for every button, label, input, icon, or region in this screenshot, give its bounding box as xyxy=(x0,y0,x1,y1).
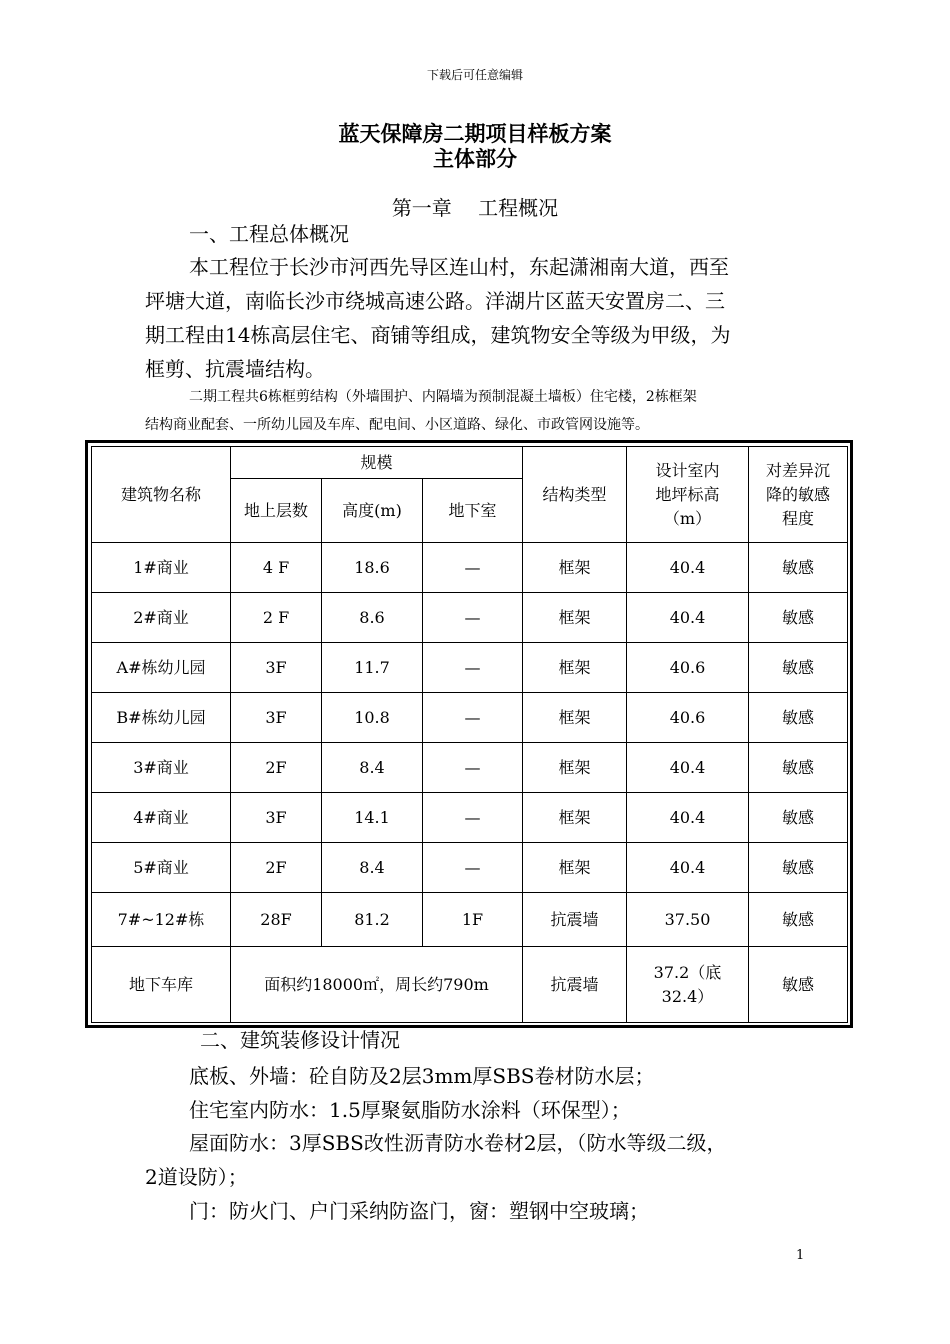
cell-basement: — xyxy=(423,843,523,893)
cell-floors: 2F xyxy=(231,843,322,893)
cell-sensitivity: 敏感 xyxy=(749,743,848,793)
cell-height: 8.4 xyxy=(322,843,423,893)
section-heading-decoration: 二、建筑装修设计情况 xyxy=(200,1028,400,1052)
header-sensitivity-line: 降的敏感 xyxy=(765,484,830,504)
paragraph-line-small: 结构商业配套、一所幼儿园及车库、配电间、小区道路、绿化、市政管网设施等。 xyxy=(145,417,649,433)
cell-name: 7#~12#栋 xyxy=(92,893,231,947)
cell-floors: 2 F xyxy=(231,593,322,643)
paragraph-line: 2道设防）； xyxy=(145,1165,248,1189)
cell-sensitivity: 敏感 xyxy=(749,843,848,893)
cell-name: A#栋幼儿园 xyxy=(92,643,231,693)
header-structure: 结构类型 xyxy=(523,447,627,543)
cell-name: 1#商业 xyxy=(92,543,231,593)
cell-height: 18.6 xyxy=(322,543,423,593)
cell-height: 14.1 xyxy=(322,793,423,843)
document-title: 蓝天保障房二期项目样板方案 xyxy=(338,122,612,146)
cell-elevation: 40.6 xyxy=(627,643,749,693)
cell-sensitivity: 敏感 xyxy=(749,893,848,947)
cell-elevation xyxy=(627,947,749,1023)
cell-structure: 框架 xyxy=(523,793,627,843)
cell-basement: — xyxy=(423,593,523,643)
cell-height: 8.4 xyxy=(322,743,423,793)
cell-elevation: 40.4 xyxy=(627,743,749,793)
table-row xyxy=(92,643,848,693)
cell-elevation: 40.6 xyxy=(627,693,749,743)
page-number: 1 xyxy=(796,1248,805,1263)
table-row xyxy=(92,543,848,593)
cell-name: 地下车库 xyxy=(92,947,231,1023)
paragraph-line: 期工程由14栋高层住宅、商铺等组成，建筑物安全等级为甲级，为 xyxy=(145,323,731,347)
cell-floors: 4 F xyxy=(231,543,322,593)
cell-name: 2#商业 xyxy=(92,593,231,643)
paragraph-line: 住宅室内防水：1.5厚聚氨脂防水涂料（环保型）； xyxy=(189,1098,631,1122)
cell-structure: 框架 xyxy=(523,643,627,693)
cell-floors: 3F xyxy=(231,643,322,693)
cell-sensitivity: 敏感 xyxy=(749,593,848,643)
cell-sensitivity: 敏感 xyxy=(749,643,848,693)
cell-floors: 3F xyxy=(231,793,322,843)
cell-floors: 3F xyxy=(231,693,322,743)
table-row xyxy=(92,743,848,793)
cell-sensitivity: 敏感 xyxy=(749,693,848,743)
cell-floors: 2F xyxy=(231,743,322,793)
paragraph-line-small: 二期工程共6栋框剪结构（外墙围护、内隔墙为预制混凝土墙板）住宅楼，2栋框架 xyxy=(189,389,697,405)
header-sensitivity-line: 对差异沉 xyxy=(765,460,830,480)
header-note: 下载后可任意编辑 xyxy=(426,68,523,82)
cell-basement: 1F xyxy=(423,893,523,947)
cell-basement: — xyxy=(423,543,523,593)
cell-height: 11.7 xyxy=(322,643,423,693)
cell-elevation: 40.4 xyxy=(627,593,749,643)
cell-name: 3#商业 xyxy=(92,743,231,793)
cell-basement: — xyxy=(423,643,523,693)
section-heading-overview: 一、工程总体概况 xyxy=(189,222,349,246)
table-row xyxy=(92,843,848,893)
cell-name: B#栋幼儿园 xyxy=(92,693,231,743)
header-elevation-line: （m） xyxy=(663,508,712,528)
paragraph-line: 框剪、抗震墙结构。 xyxy=(145,357,325,381)
cell-structure: 框架 xyxy=(523,593,627,643)
document-subtitle: 主体部分 xyxy=(433,147,517,171)
cell-floors: 28F xyxy=(231,893,322,947)
header-sensitivity-line: 程度 xyxy=(781,508,814,528)
header-name: 建筑物名称 xyxy=(92,447,231,543)
table-row-garage xyxy=(92,947,848,1023)
cell-structure: 抗震墙 xyxy=(523,893,627,947)
cell-height: 81.2 xyxy=(322,893,423,947)
cell-scale: 面积约18000㎡，周长约790m xyxy=(231,947,523,1023)
cell-sensitivity: 敏感 xyxy=(749,947,848,1023)
cell-structure: 框架 xyxy=(523,843,627,893)
cell-elevation: 40.4 xyxy=(627,793,749,843)
cell-basement: — xyxy=(423,743,523,793)
header-floors: 地上层数 xyxy=(231,479,322,543)
cell-structure: 框架 xyxy=(523,743,627,793)
header-basement: 地下室 xyxy=(423,479,523,543)
header-sensitivity xyxy=(749,447,848,543)
cell-name: 5#商业 xyxy=(92,843,231,893)
header-elevation xyxy=(627,447,749,543)
cell-sensitivity: 敏感 xyxy=(749,793,848,843)
header-height: 高度(m) xyxy=(322,479,423,543)
paragraph-line: 屋面防水：3厚SBS改性沥青防水卷材2层，（防水等级二级， xyxy=(189,1131,727,1155)
header-scale: 规模 xyxy=(231,447,523,479)
paragraph-line: 本工程位于长沙市河西先导区连山村，东起潇湘南大道，西至 xyxy=(189,255,729,279)
cell-sensitivity: 敏感 xyxy=(749,543,848,593)
header-elevation-line: 设计室内 xyxy=(655,460,720,480)
cell-elevation-line: 32.4） xyxy=(661,986,714,1006)
table-row xyxy=(92,693,848,743)
cell-height: 8.6 xyxy=(322,593,423,643)
table-row xyxy=(92,793,848,843)
chapter-heading: 第一章 工程概况 xyxy=(391,196,559,220)
cell-name: 4#商业 xyxy=(92,793,231,843)
paragraph-line: 坪塘大道，南临长沙市绕城高速公路。洋湖片区蓝天安置房二、三 xyxy=(145,289,725,313)
cell-basement: — xyxy=(423,693,523,743)
building-table xyxy=(91,446,848,1023)
cell-height: 10.8 xyxy=(322,693,423,743)
cell-elevation: 37.50 xyxy=(627,893,749,947)
paragraph-line: 底板、外墙：砼自防及2层3mm厚SBS卷材防水层； xyxy=(189,1064,655,1088)
cell-elevation-line: 37.2（底 xyxy=(653,962,722,982)
cell-structure: 框架 xyxy=(523,693,627,743)
paragraph-line: 门：防火门、户门采纳防盗门，窗：塑钢中空玻璃； xyxy=(189,1199,649,1223)
cell-elevation: 40.4 xyxy=(627,543,749,593)
table-row xyxy=(92,593,848,643)
cell-structure: 框架 xyxy=(523,543,627,593)
cell-elevation: 40.4 xyxy=(627,843,749,893)
header-elevation-line: 地坪标高 xyxy=(655,484,720,504)
table-row xyxy=(92,893,848,947)
cell-structure: 抗震墙 xyxy=(523,947,627,1023)
building-table-frame xyxy=(85,440,853,1028)
cell-basement: — xyxy=(423,793,523,843)
